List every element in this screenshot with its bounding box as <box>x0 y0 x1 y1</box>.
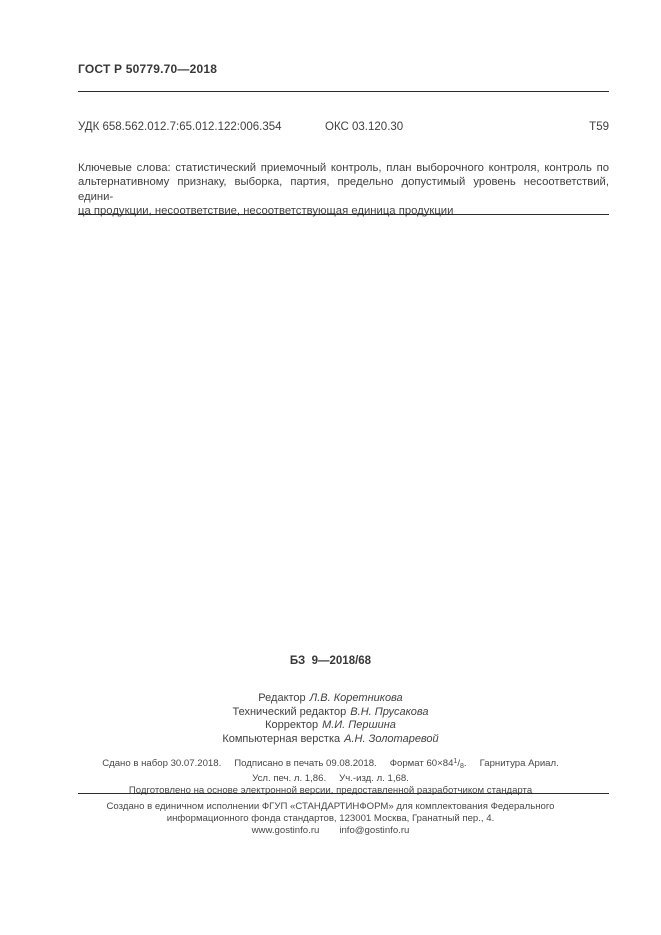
format-fraction-separator: / <box>457 758 460 769</box>
prepared-note: Подготовлено на основе электронной версии, предоставленной разработчиком стандарта <box>128 784 533 796</box>
staff-name: М.И. Першина <box>322 719 396 732</box>
staff-role: Компьютерная верстка <box>222 732 341 745</box>
format-info <box>390 758 467 769</box>
printed-sheets: Усл. печ. л. 1,86. <box>252 772 327 784</box>
signed-to-print: Подписано в печать 09.08.2018. <box>234 758 377 769</box>
udk-code: УДК 658.562.012.7:65.012.122:006.354 <box>78 121 282 133</box>
keywords-rule <box>78 214 609 215</box>
publisher-contacts <box>0 825 661 837</box>
staff-name: А.Н. Золотаревой <box>344 732 439 745</box>
publisher-line: информационного фонда стандартов, 123001 Москва, Гранатный пер., 4. <box>166 813 495 825</box>
t-code: Т59 <box>589 121 609 133</box>
staff-name: В.Н. Прусакова <box>350 705 429 718</box>
keywords-line: Ключевые слова: статистический приемочный контроль, план выборочного контроля, контроль по <box>78 162 609 174</box>
doc-code: ГОСТ Р 50779.70—2018 <box>78 62 218 76</box>
keywords-line: ца продукции, несоответствие, несоответствующая единица продукции <box>78 204 454 217</box>
imprint-line-dates <box>0 756 661 773</box>
imprint-line-sheets <box>0 773 661 785</box>
staff-credits <box>0 692 661 746</box>
staff-line-editor <box>0 692 661 706</box>
sent-to-set: Сдано в набор 30.07.2018. <box>102 758 222 769</box>
staff-line-corrector <box>0 719 661 733</box>
bz-code: БЗ 9—2018/68 <box>289 655 372 667</box>
publisher-block <box>0 801 661 838</box>
staff-line-technical-editor <box>0 706 661 720</box>
staff-role: Корректор <box>265 719 319 732</box>
website-text: www.gostinfo.ru <box>251 825 320 837</box>
oks-code: ОКС 03.120.30 <box>325 121 404 133</box>
format-end: . <box>463 758 467 769</box>
keywords-paragraph <box>78 161 609 218</box>
keywords-line: альтернативному признаку, выборка, партия, предельно допустимый уровень несоответствий, едини- <box>78 176 609 203</box>
publisher-line: Создано в единичном исполнении ФГУП «СТАНДАРТИНФОРМ» для комплектования Федерального <box>106 801 555 812</box>
publishing-sheets: Уч.-изд. л. 1,68. <box>339 772 409 784</box>
typeface-info: Гарнитура Ариал. <box>479 758 559 769</box>
staff-line-layout <box>0 733 661 747</box>
classification-row <box>78 121 609 137</box>
format-label: Формат 60×84 <box>389 758 454 769</box>
staff-role: Редактор <box>258 692 306 704</box>
format-fraction-numerator: 1 <box>453 758 458 765</box>
imprint-rule <box>78 793 609 794</box>
staff-role: Технический редактор <box>232 705 347 718</box>
header-rule <box>78 91 609 92</box>
email-text: info@gostinfo.ru <box>339 825 410 837</box>
format-fraction-denominator: 8 <box>460 763 464 770</box>
imprint-block <box>0 756 661 796</box>
staff-name: Л.В. Коретникова <box>309 692 403 704</box>
